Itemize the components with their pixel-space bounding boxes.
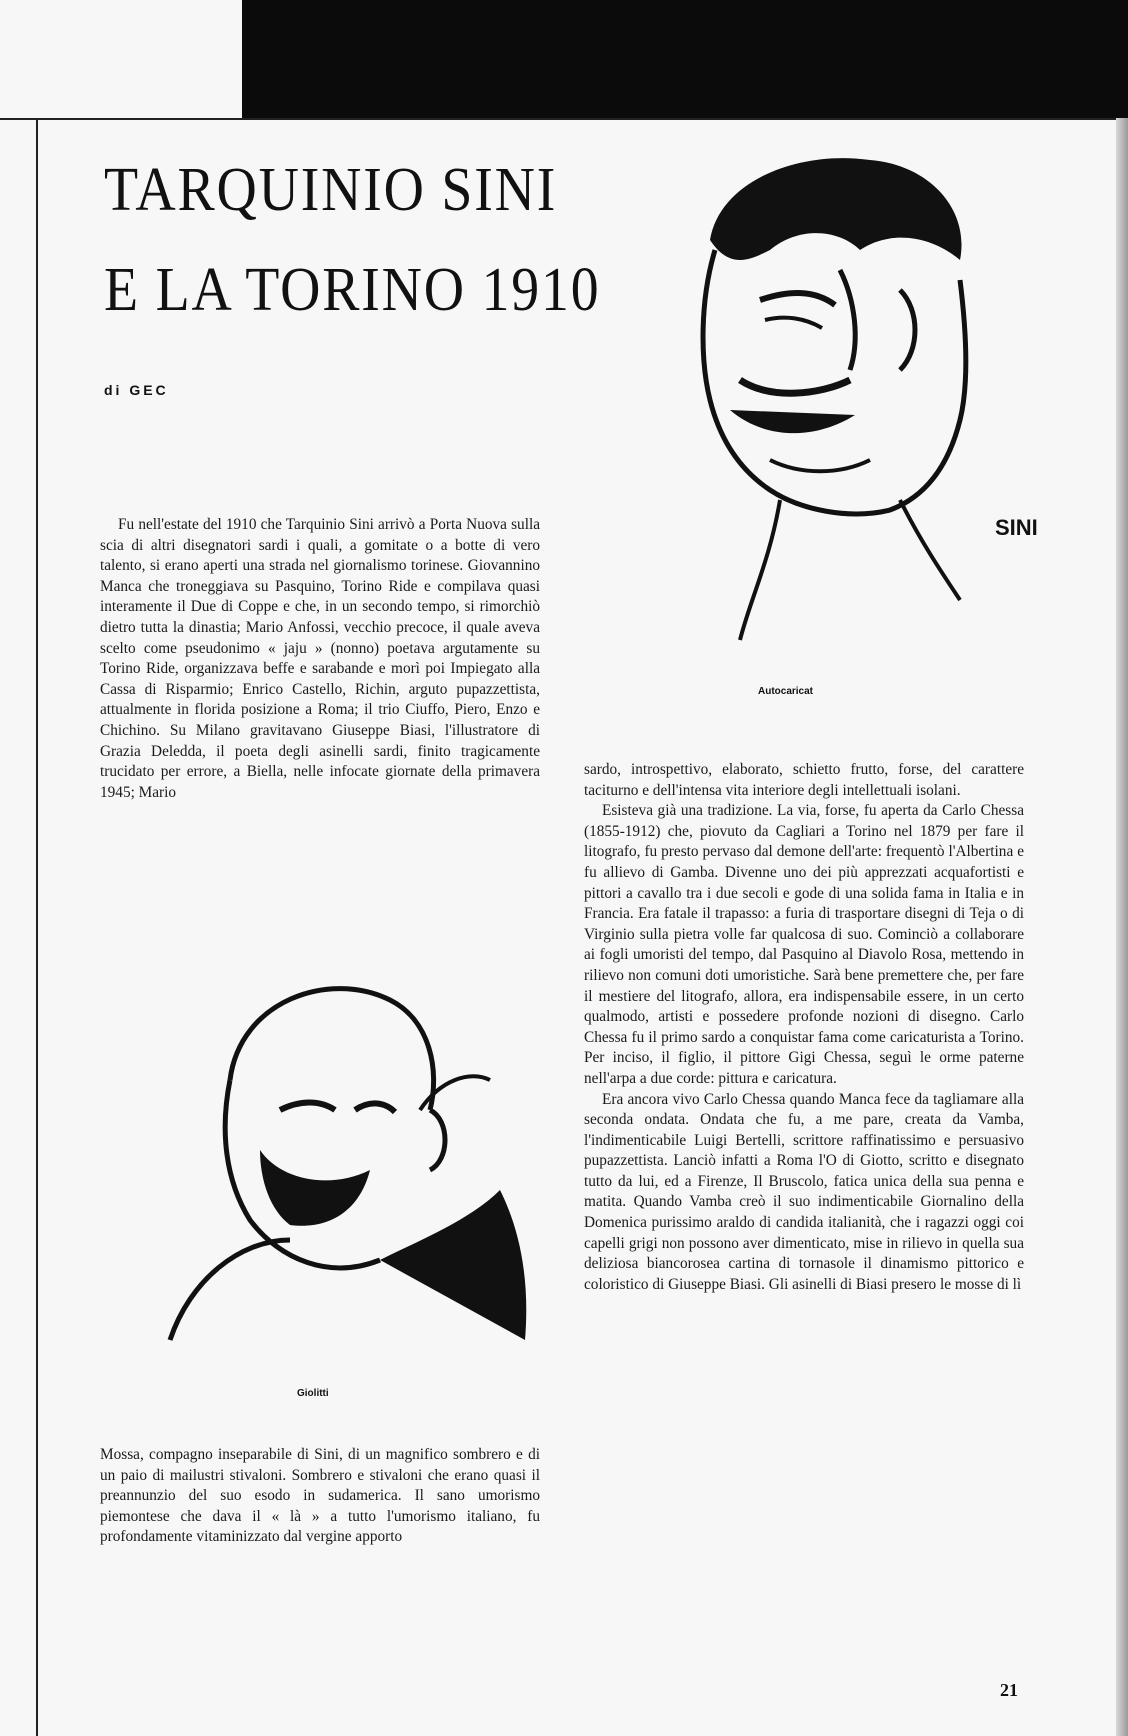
column-left-top [100, 515, 540, 803]
sini-self-caricature-drawing [600, 140, 1070, 680]
caption-giolitti: Giolitti [297, 1388, 329, 1399]
title-line-1: TARQUINIO SINI [104, 156, 558, 224]
col2-paragraph-3: Era ancora vivo Carlo Chessa quando Manca fece da tagliamare alla seconda ondata. Ondata che fu, a me pare, creata da Vamba, l'indimenticabile Luigi Bertelli, scrittore raffinatissimo e persuasivo pupazzettista. Lanciò infatti a Roma l'O di Giotto, scritto e disegnato tutto da lui, ed a Firenze, Il Bruscolo, fatica unica della sua penna e matita. Quando Vamba creò il suo indimenticabile Giornalino della Domenica purissimo araldo di candida italianità, che i ragazzi oggi coi capelli grigi non possono aver dimenticato, mise in rilievo in quella sua deliziosa biancorosea cartina di tornasole il dinamismo pittorico e coloristico di Giuseppe Biasi. Gli asinelli di Biasi presero le mosse di lì [584, 1090, 1024, 1293]
left-rule [36, 118, 38, 1736]
header-black-band [242, 0, 1128, 118]
title-line-2: E LA TORINO 1910 [104, 256, 601, 324]
column-right [584, 760, 1024, 1295]
column-left-bottom [100, 1445, 540, 1548]
signature-text: SINI [995, 515, 1038, 540]
giolitti-caricature-drawing [130, 960, 550, 1380]
byline: di GEC [104, 382, 169, 398]
col2-paragraph-1: sardo, introspettivo, elaborato, schietto frutto, forse, del carattere taciturno e dell'intensa vita interiore degli intellettuali isolani. [584, 761, 1024, 799]
caption-autocaricatura: Autocaricat [758, 686, 814, 697]
col3-paragraph-1: Mossa, compagno inseparabile di Sini, di un magnifico sombrero e di un paio di mailustri stivaloni. Sombrero e stivaloni che erano quasi il preannunzio del suo esodo in sudamerica. Il sano umorismo piemontese che dava il « là » a tutto l'umorismo italiano, fu profondamente vitaminizzato dal vergine apporto [100, 1446, 540, 1546]
page-edge-shadow [1116, 118, 1128, 1736]
page-number: 21 [1000, 1680, 1018, 1700]
col1-paragraph-1: Fu nell'estate del 1910 che Tarquinio Sini arrivò a Porta Nuova sulla scia di altri disegnatori sardi i quali, a gomitate o a botte di vero talento, si erano aperti una strada nel giornalismo torinese. Giovannino Manca che troneggiava su Pasquino, Torino Ride e compilava quasi interamente il Due di Coppe e che, in un secondo tempo, si rimorchiò dietro tutta la dinastia; Mario Anfossi, vecchio precoce, il quale aveva scelto come pseudonimo « jaju » (nonno) poetava argutamente su Torino Ride, organizzava beffe e sarabande e morì poi Impiegato alla Cassa di Risparmio; Enrico Castello, Richin, arguto pupazzettista, attualmente in florida posizione a Roma; il trio Ciuffo, Piero, Enzo e Chichino. Su Milano gravitavano Giuseppe Biasi, l'illustratore di Grazia Deledda, il poeta degli asinelli sardi, finito tragicamente trucidato per errore, a Biella, nelle infocate giornate della primavera 1945; Mario [100, 516, 540, 801]
top-rule [0, 118, 1128, 120]
col2-paragraph-2: Esisteva già una tradizione. La via, forse, fu aperta da Carlo Chessa (1855-1912) che, piovuto da Cagliari a Torino nel 1879 per fare il litografo, fu presto pervaso dal demone dell'arte: frequentò l'Albertina e fu allievo di Gamba. Divenne uno dei più apprezzati acquafortisti e pittori a cavallo tra i due secoli e gode di una solida fama in Italia e in Francia. Era fatale il trapasso: a furia di trasportare disegni di Teja o di Virginio sulla pietra volle far qualcosa di suo. Cominciò a collaborare ai fogli umoristi del tempo, dal Pasquino al Diavolo Rosa, mettendo in rilievo non comuni doti umoristiche. Sarà bene premettere che, per fare il mestiere del litografo, allora, era indispensabile essere, in un certo qualmodo, artisti e possedere profonde nozioni di disegno. Carlo Chessa fu il primo sardo a conquistar fama come caricaturista a Torino. Per inciso, il figlio, il pittore Gigi Chessa, seguì le orme paterne nell'arpa a due corde: pittura e caricatura. [584, 802, 1024, 1087]
